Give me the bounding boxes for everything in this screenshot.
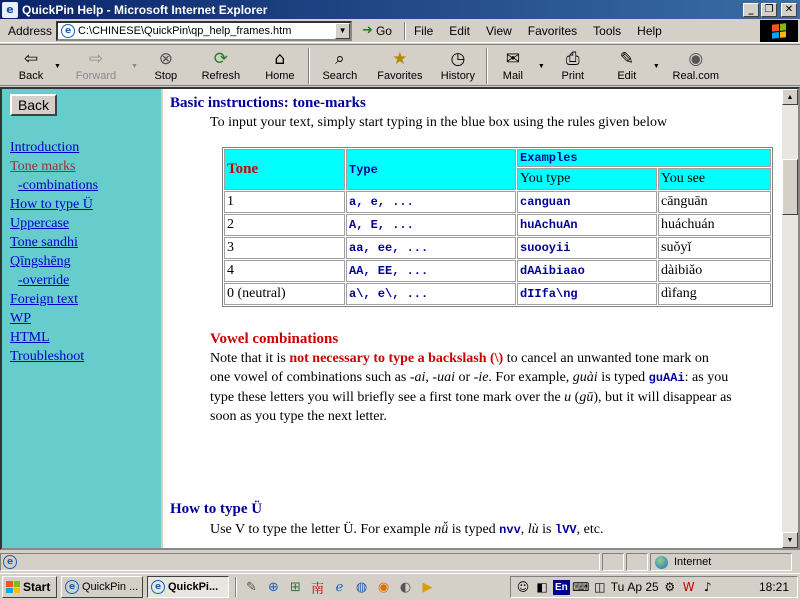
restore-button[interactable]: ❐ bbox=[761, 3, 777, 17]
cell-tone: 2 bbox=[224, 214, 345, 236]
language-indicator[interactable]: En bbox=[555, 581, 568, 593]
notepad-icon[interactable]: ✎ bbox=[246, 579, 257, 595]
col-header-examples: Examples bbox=[517, 149, 771, 167]
forward-toolbar-button[interactable] bbox=[61, 45, 131, 82]
col-header-type: Type bbox=[346, 149, 516, 190]
address-url[interactable]: C:\CHINESE\QuickPin\qp_help_frames.htm bbox=[78, 24, 292, 37]
menu-tools[interactable]: Tools bbox=[593, 23, 622, 38]
status-cell bbox=[602, 553, 624, 571]
cell-you-type: huAchuAn bbox=[517, 214, 657, 236]
nav-link-uppercase[interactable]: Uppercase bbox=[10, 216, 70, 231]
edit-label: Edit bbox=[617, 70, 637, 82]
tone-marks-intro: To input your text, simply start typing in the blue box using the rules given below bbox=[210, 115, 668, 130]
text-run: or bbox=[454, 370, 474, 385]
status-bar bbox=[0, 552, 800, 572]
nav-list bbox=[10, 138, 98, 366]
italic-text: -ai bbox=[409, 370, 426, 385]
status-main bbox=[0, 553, 600, 571]
security-zone bbox=[650, 553, 792, 571]
address-label: Address bbox=[8, 23, 53, 38]
menu-edit[interactable]: Edit bbox=[449, 23, 470, 38]
stop-toolbar-button[interactable] bbox=[142, 45, 190, 82]
start-button[interactable] bbox=[2, 576, 57, 598]
system-tray bbox=[510, 576, 798, 598]
scroll-thumb[interactable] bbox=[782, 159, 798, 215]
italic-text: -ie bbox=[473, 370, 489, 385]
nav-link-tone-sandhi[interactable]: Tone sandhi bbox=[10, 235, 78, 250]
text-run: soon as you type the next letter. bbox=[210, 409, 387, 424]
nav-link-combinations[interactable]: -combinations bbox=[18, 178, 99, 193]
network-icon[interactable]: ◍ bbox=[355, 579, 368, 595]
italic-text: nǚ bbox=[434, 522, 449, 537]
forward-arrow-icon: ⇨ bbox=[88, 49, 104, 69]
text-run: one vowel of combinations such as bbox=[210, 370, 410, 385]
italic-text: -uai bbox=[432, 370, 455, 385]
scroll-up-icon[interactable]: ▲ bbox=[782, 89, 798, 105]
standard-toolbar bbox=[0, 44, 800, 86]
task-label: QuickPi... bbox=[168, 581, 219, 593]
text-run: is typed bbox=[448, 522, 500, 537]
mail-label: Mail bbox=[502, 70, 523, 82]
sidebar-back-button[interactable]: Back bbox=[10, 94, 57, 116]
typed-example: lVV bbox=[555, 523, 577, 537]
nav-link-tone-marks[interactable]: Tone marks bbox=[10, 159, 76, 174]
go-arrow-icon: ➜ bbox=[362, 23, 373, 38]
cell-type: a, e, ... bbox=[346, 191, 516, 213]
cell-you-see: dìfang bbox=[658, 283, 771, 305]
home-icon: ⌂ bbox=[274, 49, 286, 69]
favorites-toolbar-button[interactable] bbox=[370, 45, 430, 82]
scroll-down-icon[interactable]: ▼ bbox=[782, 532, 798, 548]
edit-toolbar-button[interactable] bbox=[601, 45, 653, 82]
typed-example: guAAi bbox=[648, 371, 685, 385]
address-input[interactable] bbox=[56, 21, 352, 41]
favorites-icon: ★ bbox=[392, 49, 408, 69]
tray-ime-icon[interactable]: ◫ bbox=[594, 580, 606, 594]
globe-icon bbox=[655, 556, 668, 569]
help-content-frame bbox=[163, 89, 782, 548]
realcom-toolbar-button[interactable] bbox=[664, 45, 728, 82]
cell-you-type: dIIfa\ng bbox=[517, 283, 657, 305]
table-row bbox=[224, 237, 771, 259]
section-title-tone-marks: Basic instructions: tone-marks bbox=[170, 95, 366, 111]
realcom-icon: ◉ bbox=[688, 49, 704, 69]
cell-tone: 4 bbox=[224, 260, 345, 282]
realcom-label: Real.com bbox=[672, 70, 719, 82]
windows-logo-icon bbox=[760, 20, 798, 42]
home-toolbar-button[interactable] bbox=[252, 45, 308, 82]
tray-network-icon[interactable]: ◧ bbox=[536, 580, 548, 594]
play-launch-icon[interactable]: ▶ bbox=[422, 579, 433, 595]
italic-text: gū bbox=[579, 390, 594, 405]
quick-launch bbox=[243, 579, 436, 596]
vowel-combinations-title: Vowel combinations bbox=[210, 331, 339, 347]
nav-link-wp[interactable]: WP bbox=[10, 311, 31, 326]
ie-icon: e bbox=[151, 580, 165, 594]
cell-tone: 3 bbox=[224, 237, 345, 259]
how-to-type-u-text bbox=[210, 520, 603, 540]
italic-text: lù bbox=[527, 522, 539, 537]
cell-tone: 1 bbox=[224, 191, 345, 213]
table-row bbox=[224, 260, 771, 282]
text-run: Note that it is bbox=[210, 351, 290, 366]
home-label: Home bbox=[265, 70, 295, 82]
tray-word-icon[interactable]: W bbox=[682, 580, 695, 594]
task-label: QuickPin ... bbox=[82, 581, 139, 593]
back-label: Back bbox=[18, 70, 44, 82]
stop-label: Stop bbox=[154, 70, 178, 82]
mail-toolbar-button[interactable] bbox=[488, 45, 538, 82]
cell-type: AA, EE, ... bbox=[346, 260, 516, 282]
col-header-you-see: You see bbox=[658, 168, 771, 190]
text-run: type these letters you will briefly see a first tone mark over the bbox=[210, 390, 565, 405]
cell-you-see: suǒyǐ bbox=[658, 237, 771, 259]
taskbar-item-quickpin-1[interactable] bbox=[61, 576, 143, 598]
nav-link-foreign-text[interactable]: Foreign text bbox=[10, 292, 79, 307]
page-icon: e bbox=[61, 24, 75, 38]
text-run: , bbox=[520, 522, 528, 537]
go-button[interactable] bbox=[362, 23, 392, 38]
media-launch-icon[interactable]: ◐ bbox=[399, 579, 412, 595]
window-controls bbox=[743, 3, 797, 17]
nav-link-html[interactable]: HTML bbox=[10, 330, 50, 345]
clock[interactable]: 18:21 bbox=[758, 580, 789, 594]
text-run: ( bbox=[571, 390, 580, 405]
search-toolbar-button[interactable] bbox=[310, 45, 370, 82]
cell-you-type: suooyii bbox=[517, 237, 657, 259]
window-title: QuickPin Help - Microsoft Internet Explorer bbox=[22, 2, 268, 17]
history-label: History bbox=[440, 70, 475, 82]
chinese-app-icon[interactable]: 南 bbox=[310, 581, 324, 597]
tone-table bbox=[222, 147, 773, 307]
cell-you-type: dAAibiaao bbox=[517, 260, 657, 282]
start-label: Start bbox=[23, 580, 51, 594]
text-run: . For example, bbox=[488, 370, 573, 385]
globe-launch-icon[interactable]: ⊕ bbox=[268, 579, 279, 595]
tray-smiley-icon[interactable]: ☺ bbox=[516, 580, 530, 594]
vertical-scrollbar[interactable] bbox=[782, 89, 798, 548]
search-icon: ⌕ bbox=[335, 49, 345, 69]
table-row bbox=[224, 283, 771, 305]
back-toolbar-button[interactable] bbox=[8, 45, 54, 82]
typed-example: nvv bbox=[499, 523, 521, 537]
app-launch-icon[interactable]: ⊞ bbox=[290, 579, 301, 595]
refresh-toolbar-button[interactable] bbox=[190, 45, 252, 82]
address-dropdown-icon[interactable]: ▼ bbox=[335, 23, 350, 39]
ie-app-icon[interactable]: e bbox=[2, 2, 18, 18]
text-run: ), but it will disappear as bbox=[593, 390, 732, 405]
zone-label: Internet bbox=[674, 556, 712, 568]
text-run: , etc. bbox=[576, 522, 604, 537]
taskbar-separator bbox=[235, 577, 237, 597]
edit-dropdown-icon[interactable]: ▼ bbox=[652, 63, 660, 70]
browser-launch-icon[interactable]: ◉ bbox=[377, 579, 390, 595]
cell-you-see: huáchuán bbox=[658, 214, 771, 236]
col-header-you-type: You type bbox=[517, 168, 657, 190]
go-label: Go bbox=[375, 23, 392, 38]
title-bar bbox=[0, 0, 800, 19]
table-row bbox=[224, 214, 771, 236]
ie-launch-icon[interactable]: ℯ bbox=[335, 579, 344, 595]
text-run: to cancel an unwanted tone mark on bbox=[503, 351, 709, 366]
tray-volume-icon[interactable]: ♪ bbox=[703, 580, 712, 594]
cell-you-see: dàibiǎo bbox=[658, 260, 771, 282]
favorites-label: Favorites bbox=[377, 70, 423, 82]
forward-label: Forward bbox=[75, 70, 117, 82]
cell-you-type: canguan bbox=[517, 191, 657, 213]
forward-dropdown-icon[interactable]: ▼ bbox=[130, 63, 138, 70]
minimize-button[interactable]: _ bbox=[743, 3, 759, 17]
menu-help[interactable]: Help bbox=[637, 23, 662, 38]
text-run: , bbox=[425, 370, 433, 385]
back-dropdown-icon[interactable]: ▼ bbox=[54, 63, 61, 70]
back-arrow-icon: ⇦ bbox=[23, 49, 39, 69]
menu-bar bbox=[414, 24, 662, 38]
vowel-combinations-text bbox=[210, 349, 770, 426]
print-toolbar-button[interactable] bbox=[545, 45, 601, 82]
mail-dropdown-icon[interactable]: ▼ bbox=[537, 63, 545, 70]
menu-view[interactable]: View bbox=[485, 23, 512, 38]
table-row bbox=[224, 191, 771, 213]
text-run: Use V to type the letter Ü. For example bbox=[210, 522, 435, 537]
menu-favorites[interactable]: Favorites bbox=[527, 23, 578, 38]
cell-you-see: cānguān bbox=[658, 191, 771, 213]
nav-link-how-to-type-u[interactable]: How to type Ü bbox=[10, 197, 93, 212]
page-status-icon: e bbox=[3, 555, 17, 569]
cell-tone: 0 (neutral) bbox=[224, 283, 345, 305]
status-cell bbox=[626, 553, 648, 571]
tray-day[interactable]: Tu bbox=[610, 580, 625, 594]
italic-text: guài bbox=[572, 370, 598, 385]
close-button[interactable]: ✕ bbox=[781, 3, 797, 17]
taskbar-item-quickpin-2[interactable] bbox=[147, 576, 229, 598]
text-run: : as you bbox=[684, 370, 729, 385]
tray-keyboard-icon[interactable]: ⌨ bbox=[572, 580, 590, 594]
col-header-tone: Tone bbox=[224, 149, 345, 190]
italic-text: u bbox=[564, 390, 572, 405]
text-run: is typed bbox=[597, 370, 649, 385]
nav-link-introduction[interactable]: Introduction bbox=[10, 140, 80, 155]
print-label: Print bbox=[561, 70, 585, 82]
history-toolbar-button[interactable] bbox=[430, 45, 486, 82]
section-title-how-to-type-u: How to type Ü bbox=[170, 501, 263, 517]
cell-type: A, E, ... bbox=[346, 214, 516, 236]
ie-icon: e bbox=[65, 580, 79, 594]
nav-link-qingsheng[interactable]: Qīngshēng bbox=[10, 254, 71, 269]
cell-type: a\, e\, ... bbox=[346, 283, 516, 305]
nav-link-override[interactable]: -override bbox=[18, 273, 70, 288]
menu-file[interactable]: File bbox=[413, 23, 434, 38]
tray-app-icon[interactable]: ⚙ bbox=[664, 580, 676, 594]
nav-link-troubleshoot[interactable]: Troubleshoot bbox=[10, 349, 85, 364]
cell-type: aa, ee, ... bbox=[346, 237, 516, 259]
emphasis-text: not necessary to type a backslash (\) bbox=[289, 351, 504, 366]
refresh-icon: ⟳ bbox=[213, 49, 228, 69]
search-label: Search bbox=[322, 70, 358, 82]
refresh-label: Refresh bbox=[201, 70, 241, 82]
windows-flag-icon bbox=[6, 581, 20, 593]
stop-icon: ⊗ bbox=[158, 49, 173, 69]
address-menu-row bbox=[0, 19, 800, 43]
history-icon: ◷ bbox=[450, 49, 466, 69]
navigation-frame bbox=[2, 89, 161, 548]
text-run: is bbox=[538, 522, 556, 537]
tray-date[interactable]: Ap 25 bbox=[627, 580, 659, 594]
print-icon: ⎙ bbox=[566, 49, 580, 69]
mail-icon: ✉ bbox=[505, 49, 520, 69]
edit-icon: ✎ bbox=[619, 49, 634, 69]
browser-content bbox=[0, 87, 800, 550]
taskbar bbox=[0, 573, 800, 600]
menu-separator bbox=[404, 22, 406, 40]
